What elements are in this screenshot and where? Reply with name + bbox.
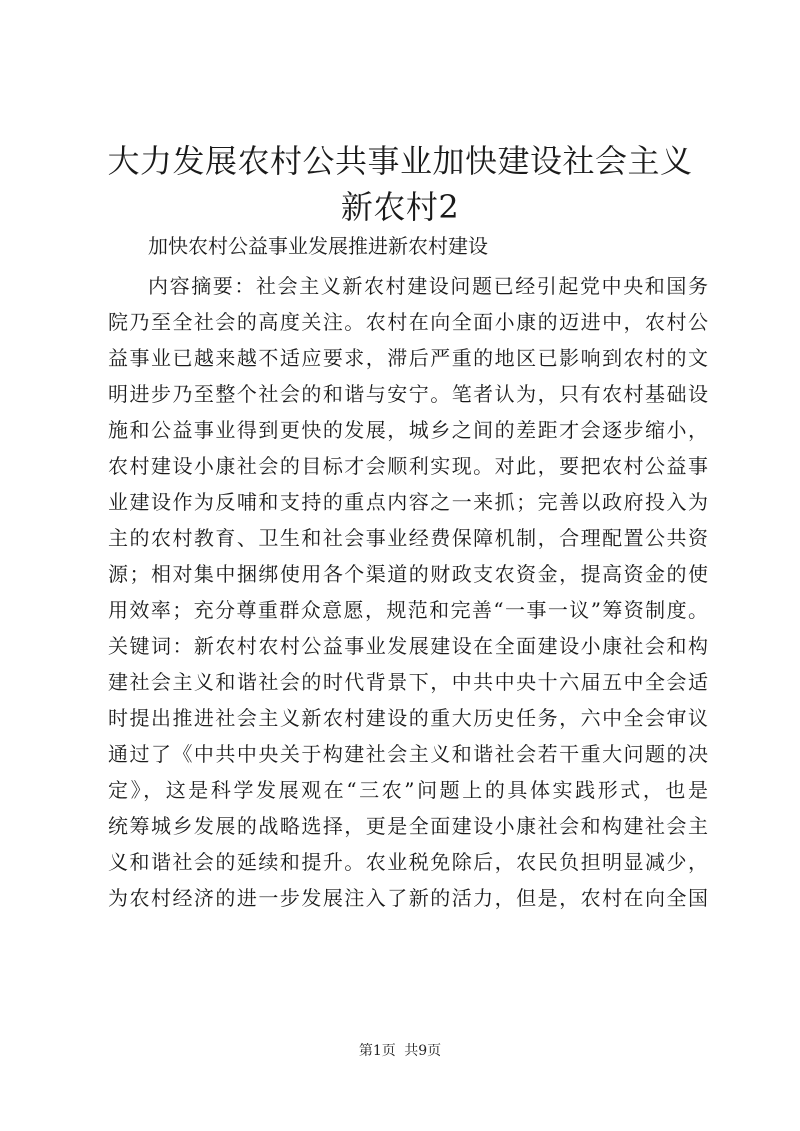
body-line: 义和谐社会的延续和提升。农业税免除后，农民负担明显减少， [108,850,708,874]
body-line: 时提出推进社会主义新农村建设的重大历史任务，六中全会审议 [108,706,708,730]
body-line: 施和公益事业得到更快的发展，城乡之间的差距才会逐步缩小， [108,418,708,442]
body-line: 通过了《中共中央关于构建社会主义和谐社会若干重大问题的决 [108,742,708,766]
document-subtitle: 加快农村公益事业发展推进新农村建设 [148,234,488,258]
page-number: 第1页 [358,1043,396,1059]
body-line: 益事业已越来越不适应要求，滞后严重的地区已影响到农村的文 [108,346,708,370]
body-line: 农村建设小康社会的目标才会顺利实现。对此，要把农村公益事 [108,454,708,478]
document-title: 大力发展农村公共事业加快建设社会主义新农村2 [107,142,693,226]
document-body [108,268,708,916]
body-line: 明进步乃至整个社会的和谐与安宁。笔者认为，只有农村基础设 [108,382,708,406]
body-line: 源；相对集中捆绑使用各个渠道的财政支农资金，提高资金的使 [108,562,708,586]
page-footer [0,1042,800,1060]
body-line: 用效率；充分尊重群众意愿，规范和完善“一事一议”筹资制度。 [108,598,708,622]
body-line: 定》，这是科学发展观在“三农”问题上的具体实践形式，也是 [108,778,708,802]
page-total: 共9页 [404,1043,442,1059]
body-line: 主的农村教育、卫生和社会事业经费保障机制，合理配置公共资 [108,526,708,550]
body-line: 统筹城乡发展的战略选择，更是全面建设小康社会和构建社会主 [108,814,708,838]
body-line: 为农村经济的进一步发展注入了新的活力，但是，农村在向全国 [108,886,708,910]
body-line: 内容摘要：社会主义新农村建设问题已经引起党中央和国务 [148,274,708,298]
body-line: 建社会主义和谐社会的时代背景下，中共中央十六届五中全会适 [108,670,708,694]
body-line: 关键词：新农村农村公益事业发展建设在全面建设小康社会和构 [108,634,708,658]
body-line: 业建设作为反哺和支持的重点内容之一来抓；完善以政府投入为 [108,490,708,514]
body-line: 院乃至全社会的高度关注。农村在向全面小康的迈进中，农村公 [108,310,708,334]
